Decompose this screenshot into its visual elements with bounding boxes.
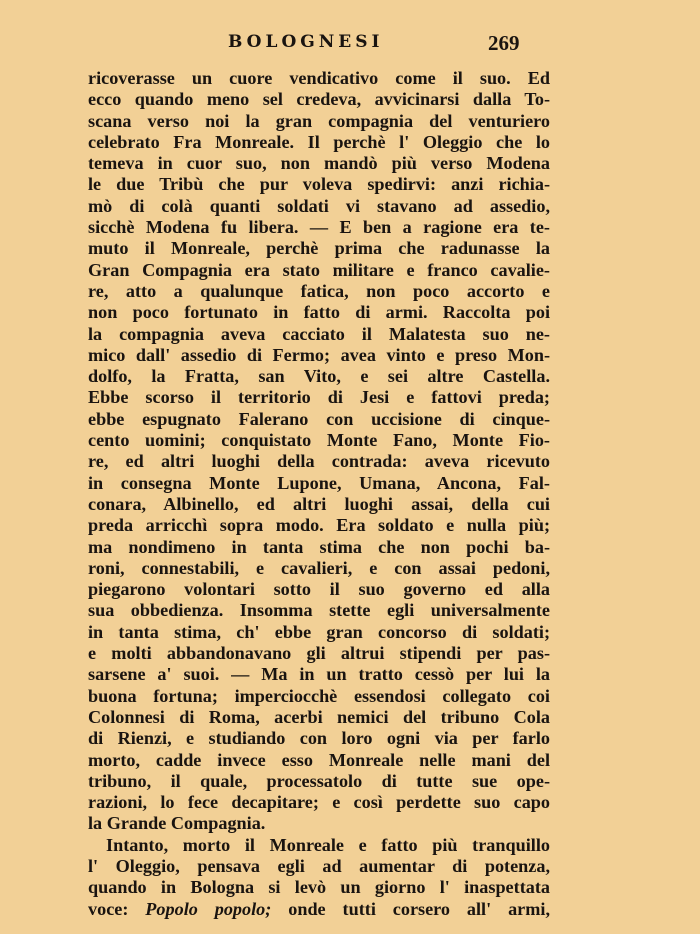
text-line: di Rienzi, e studiando con loro ogni via per farlo [88, 728, 550, 749]
text-line: temeva in cuor suo, non mandò più verso Modena [88, 153, 550, 174]
text-line: ma nondimeno in tanta stima che non pochi ba- [88, 536, 550, 557]
text-line: mò di colà quanti soldati vi stavano ad assedio, [88, 195, 550, 216]
text-line: dolfo, la Fratta, san Vito, e sei altre Castella. [88, 366, 550, 387]
text-segment: voce: [88, 898, 146, 919]
italic-quote: Popolo popolo; [145, 898, 272, 919]
text-line: sarsene a' suoi. — Ma in un tratto cessò per lui la [88, 664, 550, 685]
text-line: muto il Monreale, perchè prima che radunasse la [88, 238, 550, 259]
text-line: mico dall' assedio di Fermo; avea vinto e preso Mon- [88, 344, 550, 365]
text-line: in consegna Monte Lupone, Umana, Ancona, Fal- [88, 472, 550, 493]
text-line: razioni, lo fece decapitare; e così perdette suo capo [88, 792, 550, 813]
text-line: e molti abbandonavano gli altrui stipendi per pas- [88, 643, 550, 664]
text-line: quando in Bologna si levò un giorno l' inaspettata [88, 877, 550, 898]
text-line: Intanto, morto il Monreale e fatto più tranquillo [106, 834, 550, 855]
text-line: preda arricchì sopra modo. Era soldato e nulla più; [88, 515, 550, 536]
text-line: morto, cadde invece esso Monreale nelle mani del [88, 749, 550, 770]
text-line: sua obbedienza. Insomma stette egli universalmente [88, 600, 550, 621]
text-line: Ebbe scorso il territorio di Jesi e fattovi preda; [88, 387, 550, 408]
text-line: piegarono volontari sotto il suo governo ed alla [88, 579, 550, 600]
text-line: celebrato Fra Monreale. Il perchè l' Oleggio che lo [88, 131, 550, 152]
text-line: le due Tribù che pur voleva spedirvi: anzi richia- [88, 174, 550, 195]
text-line: Colonnesi di Roma, acerbi nemici del tribuno Cola [88, 706, 550, 727]
text-line: in tanta stima, ch' ebbe gran concorso di soldati; [88, 621, 550, 642]
text-line: ebbe espugnato Falerano con uccisione di cinque- [88, 408, 550, 429]
text-line: la Grande Compagnia. [88, 813, 266, 834]
running-header-title: BOLOGNESI [228, 32, 384, 52]
text-line: l' Oleggio, pensava egli ad aumentar di potenza, [88, 855, 550, 876]
text-line: roni, connestabili, e cavalieri, e con assai pedoni, [88, 557, 550, 578]
text-line: ricoverasse un cuore vendicativo come il suo. Ed [88, 68, 550, 88]
body-text [88, 68, 550, 920]
text-line: non poco fortunato in fatto di armi. Raccolta poi [88, 302, 550, 323]
text-line: re, atto a qualunque fatica, non poco accorto e [88, 280, 550, 301]
text-segment: onde tutti corsero all' armi, [271, 898, 550, 919]
text-line: conara, Albinello, ed altri luoghi assai, della cui [88, 493, 550, 514]
text-line: cento uomini; conquistato Monte Fano, Monte Fio- [88, 430, 550, 451]
text-line [88, 899, 550, 920]
text-line: Gran Compagnia era stato militare e franco cavalie- [88, 259, 550, 280]
text-line: scana verso noi la gran compagnia del venturiero [88, 110, 550, 131]
text-line: re, ed altri luoghi della contrada: aveva ricevuto [88, 451, 550, 472]
page-number: 269 [488, 31, 520, 55]
text-line: buona fortuna; imperciocchè essendosi collegato coi [88, 685, 550, 706]
text-line: tribuno, il quale, processatolo di tutte sue ope- [88, 770, 550, 791]
text-line: ecco quando meno sel credeva, avvicinarsi dalla To- [88, 89, 550, 110]
text-line: sicchè Modena fu libera. — E ben a ragione era te- [88, 217, 550, 238]
text-line: la compagnia aveva cacciato il Malatesta suo ne- [88, 323, 550, 344]
